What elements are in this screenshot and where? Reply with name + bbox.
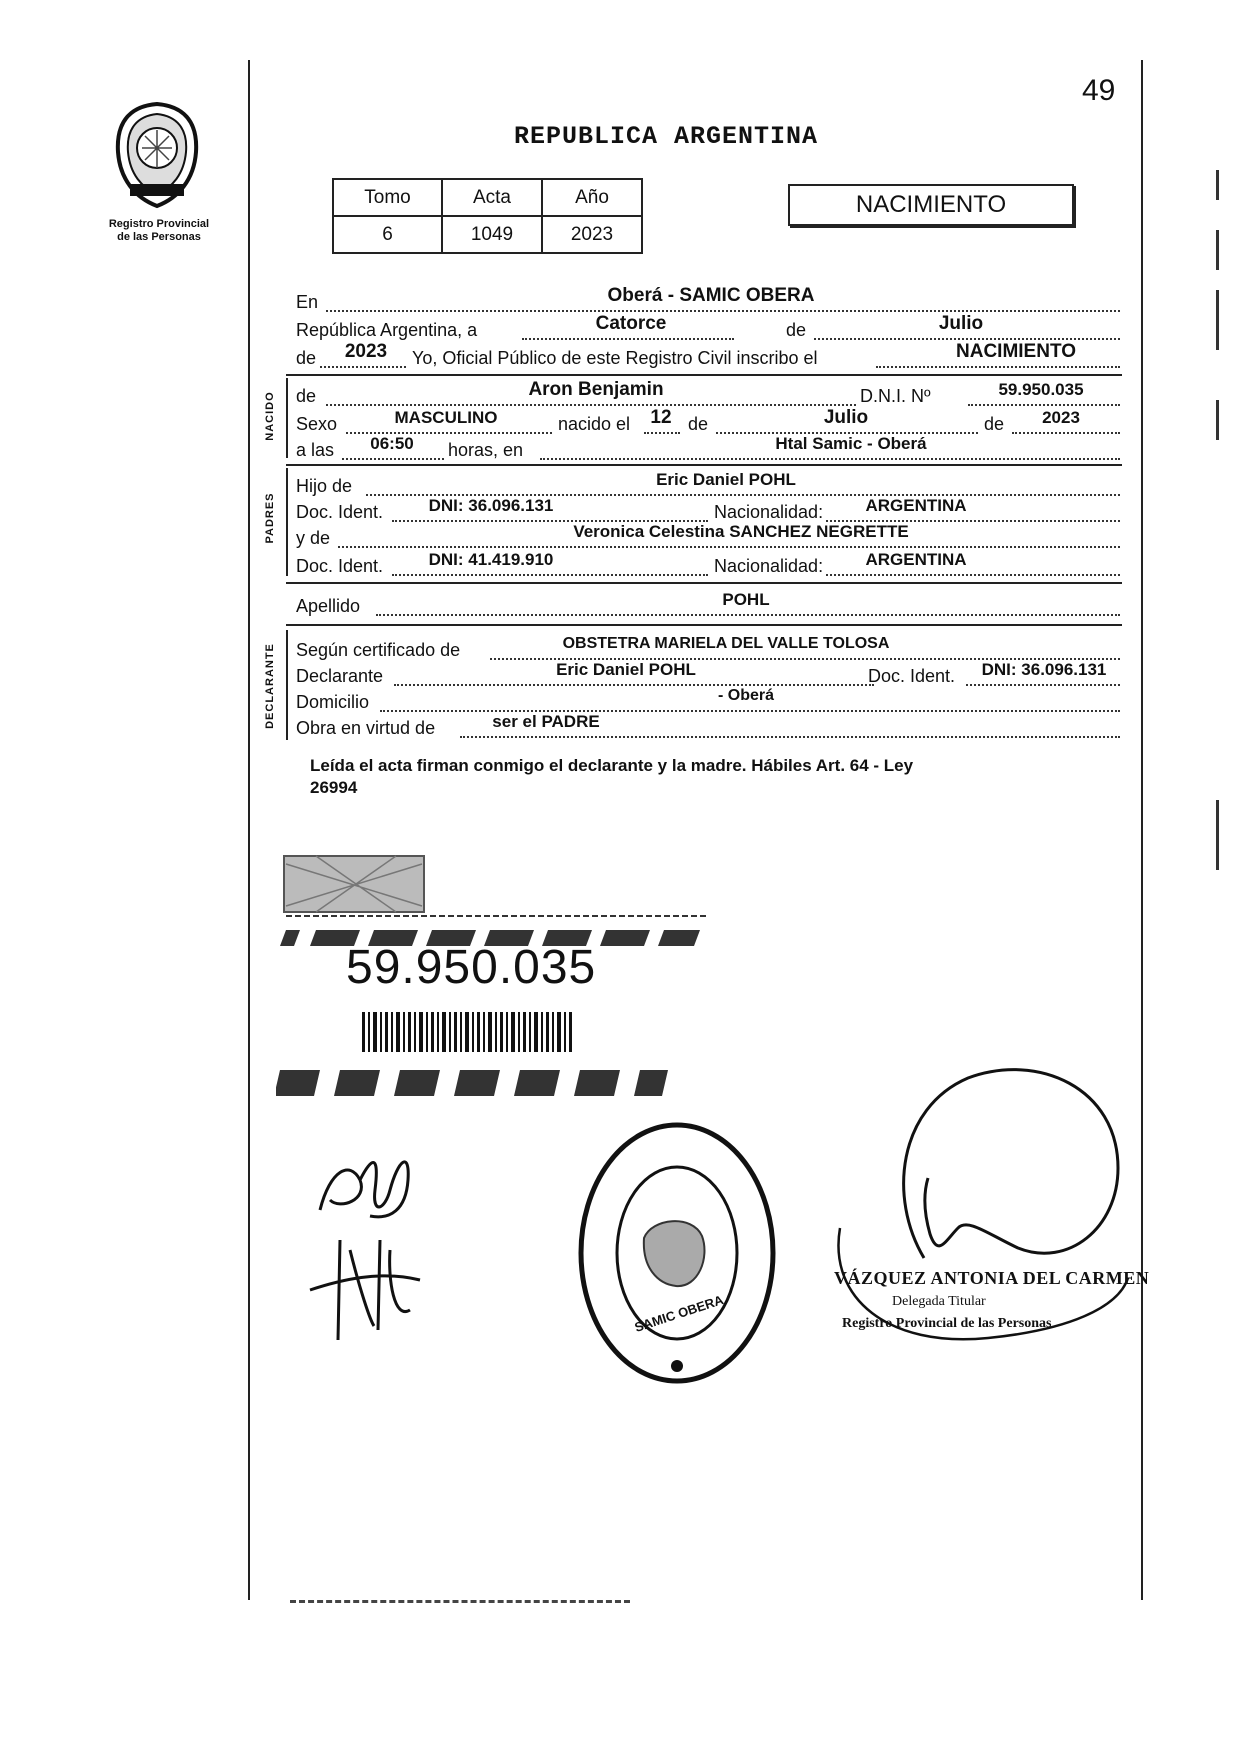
acta-header: Acta	[442, 179, 542, 216]
padre-nac-value: ARGENTINA	[865, 496, 967, 515]
province-logo	[112, 100, 202, 210]
de-label-2: de	[688, 414, 709, 434]
certificado-label: Según certificado de	[296, 640, 461, 660]
right-border	[1141, 60, 1143, 1600]
apellido-value: POHL	[722, 590, 770, 609]
yo-text: Yo, Oficial Público de este Registro Civil inscribo el	[412, 348, 818, 368]
scan-mark	[1216, 400, 1219, 440]
dotted-line	[376, 614, 1120, 616]
section-divider	[286, 624, 1122, 626]
madre-nac-label: Nacionalidad:	[714, 556, 824, 576]
nacido-el-label: nacido el	[558, 414, 631, 434]
official-org: Registro Provincial de las Personas	[842, 1316, 1052, 1331]
dotted-line	[966, 684, 1120, 686]
de-label-3: de	[984, 414, 1005, 434]
coat-of-arms-icon	[112, 100, 202, 210]
declarante-doc-label: Doc. Ident.	[868, 666, 956, 686]
logo-caption-1: Registro Provincial	[108, 218, 210, 230]
domicilio-value: - Oberá	[717, 687, 774, 704]
dotted-line	[826, 574, 1120, 576]
row-madre	[296, 522, 1121, 550]
de2-label: de	[296, 348, 317, 368]
row-madre-doc	[296, 550, 1121, 578]
section-divider	[286, 582, 1122, 584]
logo-caption-2: de las Personas	[117, 231, 201, 243]
row-apellido	[296, 590, 1121, 618]
padre-doc-label: Doc. Ident.	[296, 502, 384, 522]
nacido-side-label: NACIDO	[264, 391, 276, 441]
yde-label: y de	[296, 528, 331, 548]
dotted-line	[540, 458, 1120, 460]
official-name: VÁZQUEZ ANTONIA DEL CARMEN	[834, 1268, 1150, 1288]
dia-value: Catorce	[595, 313, 667, 334]
dia-nacimiento: 12	[650, 407, 672, 428]
declarante-side-label: DECLARANTE	[264, 643, 276, 729]
footer-dash	[290, 1600, 630, 1603]
anio-header: Año	[542, 179, 642, 216]
signature-icon	[290, 1130, 450, 1360]
republica-label: República Argentina, a	[296, 320, 478, 340]
padre-doc-value: DNI: 36.096.131	[428, 496, 554, 515]
dotted-line	[392, 574, 708, 576]
stamp-inner-text: SAMIC OBERA	[632, 1292, 726, 1335]
dotted-line	[876, 366, 1120, 368]
declarante-value: Eric Daniel POHL	[556, 660, 696, 679]
certificado-value: OBSTETRA MARIELA DEL VALLE TOLOSA	[562, 635, 890, 652]
padre-nombre: Eric Daniel POHL	[656, 470, 796, 489]
row-en	[296, 285, 1121, 314]
row-inscribo	[296, 341, 1121, 370]
tomo-header: Tomo	[333, 179, 442, 216]
dni-label: D.N.I. Nº	[860, 386, 931, 406]
dotted-line	[394, 684, 874, 686]
hora-value: 06:50	[370, 434, 414, 453]
declarante-doc-value: DNI: 36.096.131	[981, 660, 1107, 679]
row-hora	[296, 434, 1121, 462]
obra-label: Obra en virtud de	[296, 718, 436, 738]
inscribo-value: NACIMIENTO	[956, 341, 1076, 362]
acta-value: 1049	[442, 216, 542, 253]
hijo-de-label: Hijo de	[296, 476, 353, 496]
row-obra	[296, 712, 1121, 740]
row-domicilio	[296, 687, 1121, 714]
anio-nacimiento: 2023	[1042, 408, 1080, 427]
madre-doc-label: Doc. Ident.	[296, 556, 384, 576]
scan-mark	[1216, 170, 1219, 200]
dotted-line	[644, 432, 680, 434]
obra-value: ser el PADRE	[492, 712, 600, 731]
acta-table	[332, 178, 643, 254]
official-role: Delegada Titular	[892, 1294, 986, 1309]
de-label: de	[786, 320, 807, 340]
leida-line-1: Leída el acta firman conmigo el declarante y la madre. Hábiles Art. 64 - Ley	[310, 756, 914, 775]
scan-mark	[1216, 800, 1219, 870]
scan-mark	[1216, 230, 1219, 270]
declarant-signature	[290, 1130, 450, 1360]
mes-nacimiento: Julio	[823, 407, 869, 428]
padre-nac-label: Nacionalidad:	[714, 502, 824, 522]
nombre-value: Aron Benjamin	[528, 379, 664, 400]
left-border	[248, 60, 250, 1600]
mes-value: Julio	[938, 313, 984, 334]
row-republica	[296, 313, 1121, 342]
en-value: Oberá - SAMIC OBERA	[607, 285, 815, 306]
dotted-line	[1012, 432, 1120, 434]
en-label: En	[296, 292, 319, 312]
dotted-line	[522, 338, 734, 340]
dotted-line	[342, 458, 444, 460]
dotted-line	[460, 736, 1120, 738]
section-divider	[286, 464, 1122, 466]
dni-value: 59.950.035	[998, 380, 1084, 399]
section-divider	[286, 374, 1122, 376]
doc-type-box: NACIMIENTO	[788, 184, 1074, 226]
apellido-label: Apellido	[296, 596, 361, 616]
madre-doc-value: DNI: 41.419.910	[428, 550, 554, 569]
page-number: 49	[1082, 74, 1116, 107]
nacido-de-label: de	[296, 386, 317, 406]
scan-mark	[1216, 290, 1219, 350]
sexo-label: Sexo	[296, 414, 338, 434]
leida-line-2: 26994	[310, 778, 358, 797]
row-nombre	[296, 379, 1121, 408]
declarante-label: Declarante	[296, 666, 384, 686]
sticker-number: 59.950.035	[346, 941, 597, 994]
madre-nac-value: ARGENTINA	[865, 550, 967, 569]
madre-nombre: Veronica Celestina SANCHEZ NEGRETTE	[573, 522, 909, 541]
lugar-value: Htal Samic - Oberá	[775, 434, 927, 453]
anio-value: 2023	[542, 216, 642, 253]
tomo-value: 6	[333, 216, 442, 253]
domicilio-label: Domicilio	[296, 692, 370, 712]
sexo-value: MASCULINO	[394, 408, 498, 427]
section-bracket	[286, 468, 288, 576]
alas-label: a las	[296, 440, 335, 460]
horas-label: horas, en	[448, 440, 524, 460]
section-bracket	[286, 630, 288, 740]
anio-intro-value: 2023	[344, 341, 388, 362]
section-bracket	[286, 378, 288, 458]
padres-side-label: PADRES	[264, 492, 276, 544]
page-title: REPUBLICA ARGENTINA	[514, 122, 819, 151]
dotted-line	[320, 366, 406, 368]
